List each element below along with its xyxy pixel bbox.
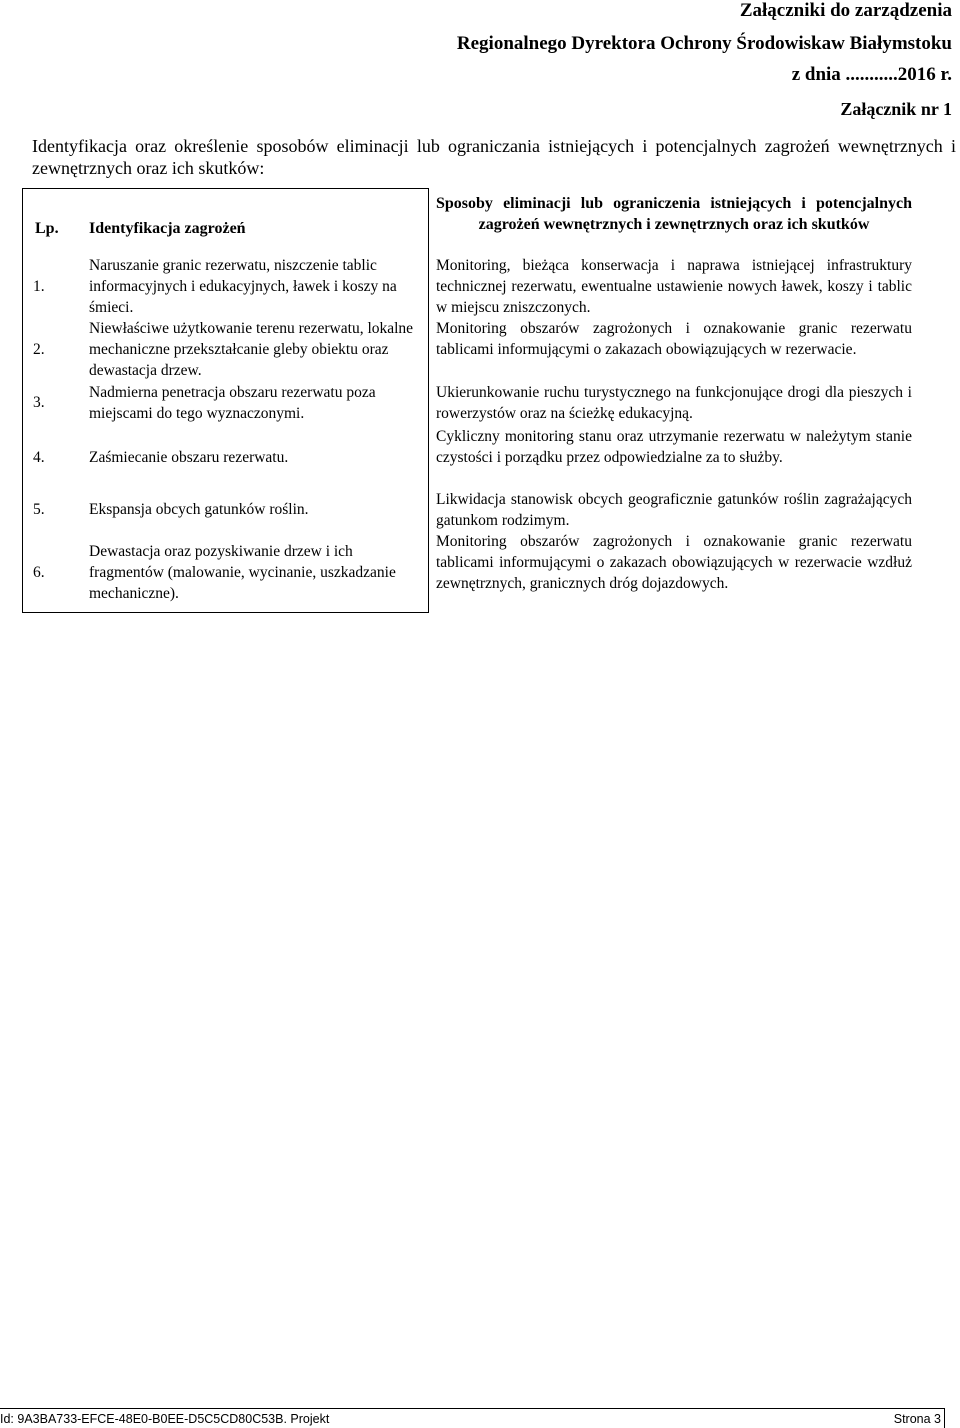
method-text: Ukierunkowanie ruchu turystycznego na funkcjonujące drogi dla pieszych i rowerzystów oraz na ścieżkę edukacyjną. <box>436 384 912 422</box>
threat-text: Naruszanie granic rezerwatu, niszczenie tablic informacyjnych i edukacyjnych, ławek i koszy na śmieci. <box>89 257 397 316</box>
threat-text: Niewłaściwe użytkowanie terenu rezerwatu, lokalne mechaniczne przekształcanie gleby obiektu oraz dewastacja drzew. <box>89 320 414 379</box>
method-text: Monitoring obszarów zagrożonych i oznakowanie granic rezerwatu tablicami informującymi o zakazach obowiązujących w rezerwacie wzdłuż zewnętrznych, granicznych dróg dojazdowych. <box>436 533 912 592</box>
row-number: 3. <box>33 394 45 411</box>
row-number: 4. <box>33 449 45 466</box>
date-line: z dnia ...........2016 r. <box>791 64 952 85</box>
page-number: Strona 3 <box>893 1412 941 1426</box>
method-text: Likwidacja stanowisk obcych geograficznie gatunków roślin zagrażających gatunkom rodzimym. <box>436 491 912 529</box>
threat-text: Zaśmiecanie obszaru rezerwatu. <box>89 449 289 466</box>
attachment-title: Załączniki do zarządzenia <box>739 0 952 21</box>
column-header-methods: Sposoby eliminacji lub ograniczenia istniejących i potencjalnych zagrożeń wewnętrznych i zewnętrznych oraz ich skutków <box>436 195 912 233</box>
row-number: 5. <box>33 501 45 518</box>
document-id: Id: 9A3BA733-EFCE-48E0-B0EE-D5C5CD80C53B. Projekt <box>0 1412 330 1426</box>
column-header-threats: Identyfikacja zagrożeń <box>89 220 246 237</box>
row-number: 1. <box>33 278 45 295</box>
method-text: Monitoring, bieżąca konserwacja i naprawa istniejącej infrastruktury technicznej rezerwatu, ewentualne ustawienie nowych ławek, koszy i tablic w miejscu zniszczonych. <box>436 257 912 316</box>
annex-number: Załącznik nr 1 <box>840 99 952 119</box>
threat-text: Ekspansja obcych gatunków roślin. <box>89 501 309 518</box>
method-text: Monitoring obszarów zagrożonych i oznakowanie granic rezerwatu tablicami informującymi o zakazach obowiązujących w rezerwacie. <box>436 320 912 358</box>
method-text: Cykliczny monitoring stanu oraz utrzymanie rezerwatu w należytym stanie czystości i porządku przez odpowiedzialne za to służby. <box>436 428 912 466</box>
row-number: 2. <box>33 341 45 358</box>
threat-text: Dewastacja oraz pozyskiwanie drzew i ich fragmentów (malowanie, wycinanie, uszkadzanie mechaniczne). <box>89 543 396 602</box>
column-header-lp: Lp. <box>35 220 59 237</box>
page-footer <box>0 1408 945 1428</box>
issuer-line: Regionalnego Dyrektora Ochrony Środowiskaw Białymstoku <box>456 33 952 54</box>
threat-text: Nadmierna penetracja obszaru rezerwatu poza miejscami do tego wyznaczonymi. <box>89 384 376 422</box>
intro-paragraph: Identyfikacja oraz określenie sposobów eliminacji lub ograniczania istniejących i potencjalnych zagrożeń wewnętrznych i zewnętrznych oraz ich skutków: <box>32 136 956 178</box>
row-number: 6. <box>33 564 45 581</box>
